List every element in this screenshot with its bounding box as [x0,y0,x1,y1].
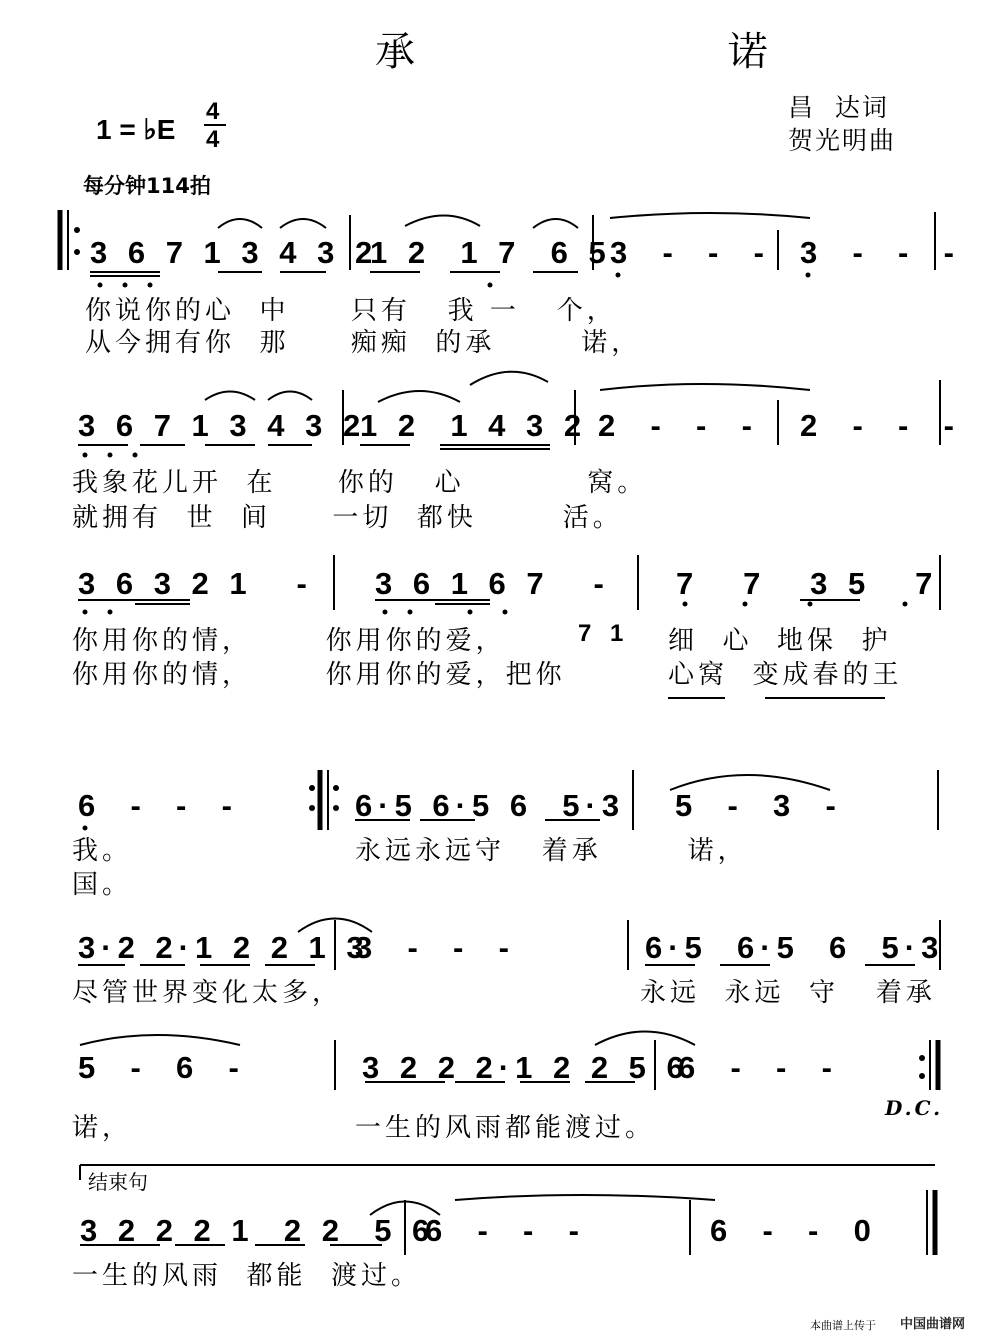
notes-row2-bar4: 2 - - - [800,408,960,443]
notes-row1-bar3: 3 - - - [610,235,770,270]
notes-row3-bar3: 7 7 3 5 7 [676,566,939,601]
notes-row1-bar4: 3 - - - [800,235,960,270]
time-signature-top: 4 [206,98,220,125]
site-logo: 中国曲谱网 [900,1317,966,1332]
lyrics-row6-b: 一生的风雨都能渡过。 [355,1113,656,1143]
notes-row3-pickup: 7 1 [578,620,630,647]
lyrics-row3-verse1-end: 细 心 地保 护 [668,626,892,656]
lyrics-row1-verse2: 从今拥有你 那 痴痴 的承 诺， [85,328,642,358]
lyrics-row4-verse2: 国。 [72,870,133,900]
notes-row3-bar1: 3 6 3 2 1 - [78,566,313,601]
coda-label: 结束句 [88,1170,148,1194]
composer-credit: 贺光明曲 [788,126,897,155]
notes-row5-bar2: 3 - - - [355,930,515,965]
notes-row4-bar1: 6 - - - [78,788,238,823]
notes-row7-bar2: 6 - - - [425,1213,585,1248]
notes-row4-bar2: 6·5 6·5 6 5·3 [355,788,626,823]
key-signature: 1 = ♭E [96,114,176,145]
song-title: 承 诺 [375,29,918,75]
notes-row5-bar1: 3·2 2·1 2 2 1 3 [78,930,370,965]
notes-row2-bar3: 2 - - - [598,408,758,443]
lyrics-row2-verse2: 就拥有 世 间 一切 都快 活。 [72,503,623,533]
lyrics-row4-chorus: 永远永远守 着承 诺， [355,836,748,866]
notes-row7-bar3: 6 - - 0 [710,1213,877,1248]
lyrics-row1-verse1: 你说你的心 中 只有 我 一 个， [85,296,617,326]
footer-uploaded-text: 本曲谱上传于 [810,1319,876,1332]
notes-row2-bar2: 1 2 1 4 3 2 [360,408,588,443]
lyrics-row6-a: 诺， [72,1113,133,1143]
notes-row1-bar2: 1 2 1 7 6 5 [370,235,612,270]
notes-row5-bar3: 6·5 6·5 6 5·3 [645,930,945,965]
notes-row4-bar3: 5 - 3 - [675,788,842,823]
lyrics-row4-verse1: 我。 [72,836,133,866]
tempo-marking: 每分钟114拍 [83,174,211,198]
notes-row2-bar1: 3 6 7 1 3 4 3 2 [78,408,367,443]
notes-row6-bar1: 5 - 6 - [78,1050,245,1085]
time-signature-bottom: 4 [206,126,220,153]
lyrics-row2-verse1: 我象花儿开 在 你的 心 窝。 [72,468,648,498]
lyrics-row7: 一生的风雨 都能 渡过。 [72,1261,422,1291]
notes-row6-bar2: 3 2 2 2·1 2 2 5 6 [362,1050,690,1085]
lyrics-row5-b: 永远 永远 守 着承 [640,978,936,1008]
notes-row6-bar3: 6 - - - [678,1050,838,1085]
notes-row3-bar2: 3 6 1 6 7 - [375,566,610,601]
notes-row1-bar1: 3 6 7 1 3 4 3 2 [90,235,379,270]
lyricist-credit: 昌 达词 [788,93,889,122]
lyrics-row3-verse1: 你用你的情， 你用你的爱， [72,626,506,656]
dc-marking: D.C. [885,1096,944,1120]
lyrics-row3-verse2: 你用你的情， 你用你的爱，把你 [72,660,566,690]
lyrics-row3-verse2-end: 心窝 变成春的王 [668,660,903,690]
lyrics-row5-a: 尽管世界变化太多， [72,978,343,1008]
notes-row7-bar1: 3 2 2 2 1 2 2 5 6 [80,1213,436,1248]
